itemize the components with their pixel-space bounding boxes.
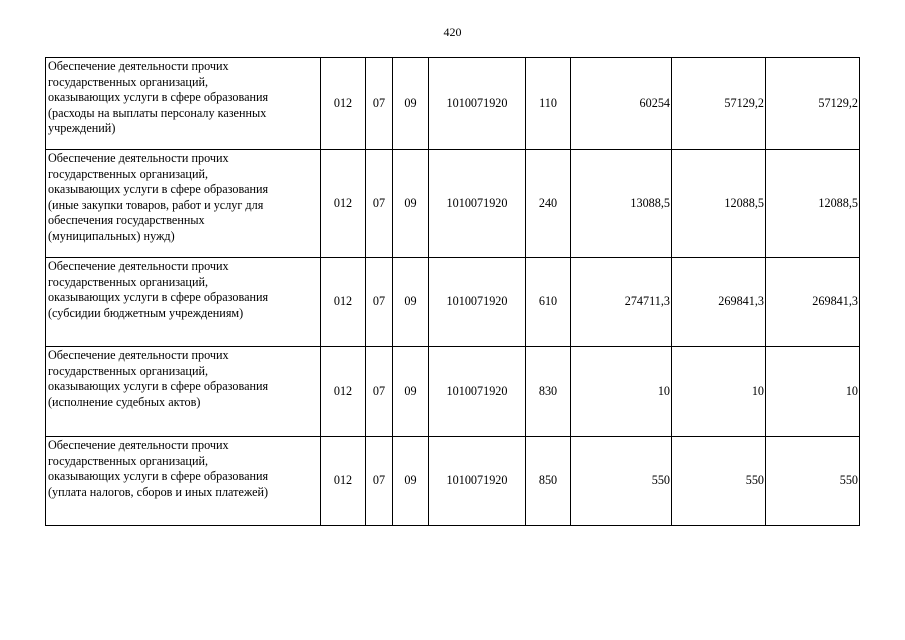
amount-2: 57129,2 bbox=[672, 58, 766, 150]
subsection-code: 09 bbox=[393, 258, 429, 347]
table-row bbox=[46, 258, 860, 347]
amount-1: 550 bbox=[571, 437, 672, 526]
target-article-code: 1010071920 bbox=[429, 347, 526, 437]
amount-2: 12088,5 bbox=[672, 150, 766, 258]
subsection-code: 09 bbox=[393, 437, 429, 526]
expense-type-code: 110 bbox=[526, 58, 571, 150]
section-code: 07 bbox=[366, 437, 393, 526]
table-row bbox=[46, 150, 860, 258]
section-code: 07 bbox=[366, 58, 393, 150]
amount-3: 12088,5 bbox=[766, 150, 860, 258]
amount-1: 10 bbox=[571, 347, 672, 437]
subsection-code: 09 bbox=[393, 150, 429, 258]
target-article-code: 1010071920 bbox=[429, 58, 526, 150]
subsection-code: 09 bbox=[393, 58, 429, 150]
amount-1: 274711,3 bbox=[571, 258, 672, 347]
budget-table bbox=[45, 57, 860, 526]
amount-3: 57129,2 bbox=[766, 58, 860, 150]
expense-type-code: 850 bbox=[526, 437, 571, 526]
amount-3: 10 bbox=[766, 347, 860, 437]
section-code: 07 bbox=[366, 150, 393, 258]
subsection-code: 09 bbox=[393, 347, 429, 437]
amount-2: 269841,3 bbox=[672, 258, 766, 347]
row-description: Обеспечение деятельности прочих государственных организаций, оказывающих услуги в сфере образования (субсидии бюджетным учреждениям) bbox=[46, 258, 321, 347]
row-description: Обеспечение деятельности прочих государственных организаций, оказывающих услуги в сфере образования (исполнение судебных актов) bbox=[46, 347, 321, 437]
row-description: Обеспечение деятельности прочих государственных организаций, оказывающих услуги в сфере образования (иные закупки товаров, работ и услуг для обеспечения государственных (муниципальных) нужд) bbox=[46, 150, 321, 258]
ministry-code: 012 bbox=[321, 58, 366, 150]
target-article-code: 1010071920 bbox=[429, 258, 526, 347]
amount-2: 10 bbox=[672, 347, 766, 437]
amount-3: 550 bbox=[766, 437, 860, 526]
expense-type-code: 830 bbox=[526, 347, 571, 437]
target-article-code: 1010071920 bbox=[429, 437, 526, 526]
amount-2: 550 bbox=[672, 437, 766, 526]
section-code: 07 bbox=[366, 347, 393, 437]
amount-1: 13088,5 bbox=[571, 150, 672, 258]
row-description: Обеспечение деятельности прочих государственных организаций, оказывающих услуги в сфере образования (уплата налогов, сборов и иных платежей) bbox=[46, 437, 321, 526]
expense-type-code: 240 bbox=[526, 150, 571, 258]
table-row bbox=[46, 437, 860, 526]
target-article-code: 1010071920 bbox=[429, 150, 526, 258]
table-row bbox=[46, 347, 860, 437]
ministry-code: 012 bbox=[321, 437, 366, 526]
table-row bbox=[46, 58, 860, 150]
row-description: Обеспечение деятельности прочих государственных организаций, оказывающих услуги в сфере образования (расходы на выплаты персоналу казенных учреждений) bbox=[46, 58, 321, 150]
section-code: 07 bbox=[366, 258, 393, 347]
expense-type-code: 610 bbox=[526, 258, 571, 347]
ministry-code: 012 bbox=[321, 258, 366, 347]
ministry-code: 012 bbox=[321, 347, 366, 437]
page-number: 420 bbox=[443, 25, 462, 39]
amount-1: 60254 bbox=[571, 58, 672, 150]
amount-3: 269841,3 bbox=[766, 258, 860, 347]
ministry-code: 012 bbox=[321, 150, 366, 258]
